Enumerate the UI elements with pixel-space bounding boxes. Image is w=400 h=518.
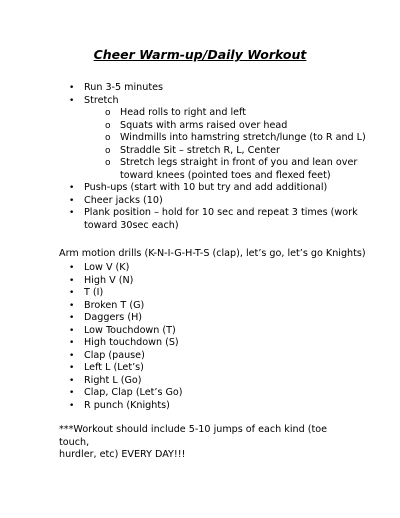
- list-item: [69, 262, 183, 275]
- list-item-text: Low V (K): [84, 262, 130, 273]
- list-item-text: Stretch: [84, 94, 119, 106]
- list-item-text: Low Touchdown (T): [84, 324, 176, 336]
- list-item-text: T (I): [84, 287, 104, 298]
- workout-list: [69, 82, 366, 232]
- list-item-text: Left L (Let’s): [84, 362, 144, 373]
- footer-note-line: hurdler, etc) EVERY DAY!!!: [59, 449, 186, 460]
- list-item: [69, 300, 183, 313]
- sublist-item: [105, 145, 366, 158]
- bullet-icon: •: [69, 313, 75, 323]
- list-item: [69, 207, 366, 232]
- sublist-item-text: toward knees (pointed toes and flexed feet): [120, 169, 331, 181]
- list-item-text: High V (N): [84, 274, 134, 286]
- sublist-item-continuation: [105, 170, 366, 183]
- bullet-icon: •: [69, 375, 75, 386]
- list-item-text: Broken T (G): [84, 299, 145, 311]
- footer-note-line: ***Workout should include 5-10 jumps of each kind (toe touch,: [59, 424, 327, 448]
- sublist-item-text: Head rolls to right and left: [120, 107, 247, 118]
- arm-drills-list: [69, 262, 183, 412]
- list-item-text: Clap (pause): [84, 349, 145, 361]
- circle-bullet-icon: o: [105, 145, 111, 156]
- sublist-item: [105, 157, 366, 170]
- list-item-text: Plank position – hold for 10 sec and repeat 3 times (work: [84, 207, 358, 218]
- bullet-icon: •: [69, 363, 75, 373]
- list-item: [69, 375, 183, 388]
- bullet-icon: •: [69, 263, 75, 273]
- list-item-text: High touchdown (S): [84, 337, 179, 348]
- page-title: Cheer Warm-up/Daily Workout: [93, 47, 307, 62]
- list-item-text: Run 3-5 minutes: [84, 82, 163, 93]
- sublist-item: [105, 107, 366, 120]
- list-item-text: Daggers (H): [84, 312, 143, 323]
- list-item: [69, 362, 183, 375]
- bullet-icon: •: [69, 183, 75, 193]
- bullet-icon: •: [69, 195, 75, 206]
- bullet-icon: •: [69, 300, 75, 311]
- circle-bullet-icon: o: [105, 120, 111, 131]
- circle-bullet-icon: o: [105, 108, 111, 118]
- list-item-text: Clap, Clap (Let’s Go): [84, 387, 183, 398]
- list-item: [69, 195, 366, 208]
- list-item: [69, 400, 183, 413]
- circle-bullet-icon: o: [105, 133, 111, 143]
- list-item: [69, 337, 183, 350]
- bullet-icon: •: [69, 288, 75, 298]
- list-item-text: Right L (Go): [84, 374, 142, 386]
- stretch-sublist: [84, 107, 366, 182]
- list-item: [69, 325, 183, 338]
- list-item-text: Cheer jacks (10): [84, 194, 163, 206]
- bullet-icon: •: [69, 388, 75, 398]
- list-item: [69, 95, 366, 183]
- sublist-item: [105, 120, 366, 133]
- circle-bullet-icon: o: [105, 158, 111, 168]
- list-item: [69, 387, 183, 400]
- sublist-item: [105, 132, 366, 145]
- list-item: [69, 275, 183, 288]
- bullet-icon: •: [69, 275, 75, 286]
- sublist-item-text: Stretch legs straight in front of you and lean over: [120, 157, 358, 168]
- list-item: [69, 82, 366, 95]
- bullet-icon: •: [69, 400, 75, 411]
- bullet-icon: •: [69, 208, 75, 218]
- list-item: [69, 287, 183, 300]
- sublist-item-text: Straddle Sit – stretch R, L, Center: [120, 144, 280, 156]
- list-item: [69, 182, 366, 195]
- arm-drills-intro: Arm motion drills (K-N-I-G-H-T-S (clap), let’s go, let’s go Knights): [59, 248, 366, 259]
- list-item-text: Push-ups (start with 10 but try and add additional): [84, 182, 328, 193]
- sublist-item-text: Windmills into hamstring stretch/lunge (to R and L): [120, 132, 366, 143]
- bullet-icon: •: [69, 338, 75, 348]
- bullet-icon: •: [69, 350, 75, 361]
- sublist-item-text: Squats with arms raised over head: [120, 119, 288, 131]
- list-item-text: R punch (Knights): [84, 399, 170, 411]
- list-item: [69, 350, 183, 363]
- list-item-text-continuation: toward 30sec each): [84, 219, 179, 231]
- bullet-icon: •: [69, 83, 75, 93]
- bullet-icon: •: [69, 95, 75, 106]
- bullet-icon: •: [69, 325, 75, 336]
- footer-note: [59, 424, 359, 462]
- list-item: [69, 312, 183, 325]
